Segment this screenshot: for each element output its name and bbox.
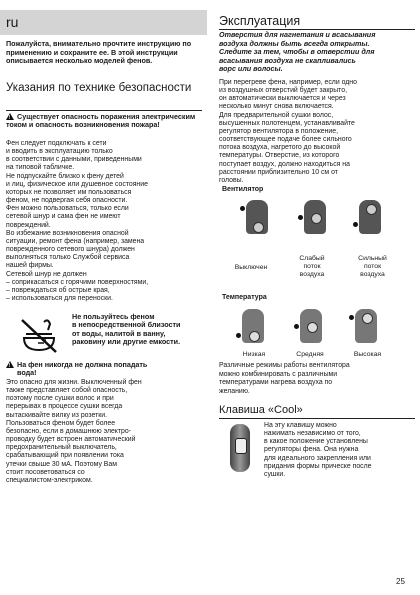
line: сушки. xyxy=(264,470,286,478)
fan-caption-off: Выключен xyxy=(234,264,268,271)
line: На фен никогда не должна попадать xyxy=(17,360,148,369)
line: Сильный xyxy=(358,255,387,262)
warning-text: Существует опасность поражения электрическим током и опасность возникновения пожара! xyxy=(6,112,196,130)
line: поступает воздух, должно находиться на xyxy=(219,160,350,168)
temp-caption-medium: Средняя xyxy=(296,351,324,358)
fan-setting-off-illustration xyxy=(242,200,272,234)
usage-paragraph-2 xyxy=(219,362,417,396)
line: Не пользуйтесь феном xyxy=(72,312,155,321)
water-warning xyxy=(72,313,212,347)
fan-caption-low xyxy=(287,255,337,279)
temp-setting-high-illustration xyxy=(351,309,381,343)
line: – повреждаться об острые края, xyxy=(6,286,110,294)
line: срабатывающий при появлении тока xyxy=(6,452,124,460)
line: воздуха должны быть всегда открыты. xyxy=(219,38,370,48)
line: Следите за тем, чтобы в отверстии для xyxy=(219,47,375,57)
line: в какое положение установлены xyxy=(264,438,368,446)
line: воздуха xyxy=(360,271,385,278)
temp-caption-low: Низкая xyxy=(242,351,266,358)
line: регулятор вентилятора в положение, xyxy=(219,127,339,135)
line: выполняться только Службой сервиса xyxy=(6,254,130,262)
line: раковину или другие емкости. xyxy=(72,337,181,347)
line: вытаскивайте вилку из розетки. xyxy=(6,411,108,419)
fan-setting-low-illustration xyxy=(300,200,330,234)
line: Во избежание возникновения опасной xyxy=(6,229,129,237)
usage-title: Эксплуатация xyxy=(219,14,301,28)
temp-caption-high: Высокая xyxy=(353,351,382,358)
cool-title: Клавиша «Cool» xyxy=(219,404,303,416)
fan-caption-high xyxy=(345,255,400,279)
line: регуляторы фена. Она нужна xyxy=(264,446,359,454)
line: вода! xyxy=(17,368,37,378)
line: головы. xyxy=(219,176,244,184)
line: на типовой табличке. xyxy=(6,164,75,172)
line: ворс или волосы. xyxy=(219,64,283,74)
line: феном, не подвергая себя опасности. xyxy=(6,197,128,205)
line: Фен следует подключать к сети xyxy=(6,140,107,147)
line: Для предварительной сушки волос, xyxy=(219,111,334,119)
warning-icon xyxy=(6,113,14,120)
line: расстоянии приблизительно 10 см от xyxy=(219,168,338,176)
line: Различные режимы работы вентилятора xyxy=(219,362,350,369)
line: потока воздуха, нагретого до высокой xyxy=(219,144,341,152)
line: специалистом-электриком. xyxy=(6,476,93,484)
temp-setting-low-illustration xyxy=(238,309,268,343)
line: желанию. xyxy=(219,387,250,395)
line: безопасно, если в домашнюю электро- xyxy=(6,427,132,435)
line: в соответствии с данными, приведенными xyxy=(6,156,142,164)
line: утечки свыше 30 мА. Поэтому Вам xyxy=(6,460,117,468)
usage-warning-italic xyxy=(219,31,417,74)
line: Фен можно пользоваться, только если xyxy=(6,205,129,213)
divider xyxy=(6,110,202,111)
line: стоит посоветоваться со xyxy=(6,468,85,476)
line: поврежденного сетевого шнура) должен xyxy=(6,246,135,254)
line: При перегреве фена, например, если одно xyxy=(219,79,357,86)
line: перерывах в процессе сушки всегда xyxy=(6,403,123,411)
safety-title: Указания по технике безопасности xyxy=(6,82,192,94)
line: и вводить в эксплуатацию только xyxy=(6,148,113,156)
line: нажимать независимо от того, xyxy=(264,430,361,438)
line: ситуации, ремонт фена (например, замена xyxy=(6,237,145,245)
line: Это опасно для жизни. Выключенный фен xyxy=(6,379,142,386)
divider xyxy=(219,418,415,419)
line: температурами нагрева воздуха по xyxy=(219,379,333,386)
line: всасывания воздуха не скапливались xyxy=(219,55,356,65)
line: Не подпускайте близко к фену детей xyxy=(6,172,124,180)
line: высушенных полотенцем, устанавливайте xyxy=(219,119,355,127)
line: температуры. Отверстие, из которого xyxy=(219,152,340,160)
line: для идеального закрепления или xyxy=(264,454,371,462)
line: – использоваться для переноски. xyxy=(6,294,113,302)
line: проводку будет встроен автоматический xyxy=(6,436,136,444)
line: На эту клавишу можно xyxy=(264,422,337,429)
line: поэтому после сушки волос и при xyxy=(6,395,114,403)
safety-paragraph-1 xyxy=(6,140,206,303)
line: нашей фирмы. xyxy=(6,262,54,270)
cool-button-illustration xyxy=(226,424,254,474)
line: – соприкасаться с горячими поверхностями, xyxy=(6,278,149,286)
warning-electric xyxy=(6,113,202,130)
line: Пользоваться феном будет более xyxy=(6,419,116,427)
temp-setting-medium-illustration xyxy=(296,309,326,343)
page-number: 25 xyxy=(396,577,405,586)
line: из воздушных отверстий будет закрыто, xyxy=(219,87,347,95)
fan-label: Вентилятор xyxy=(222,186,264,193)
line: можно комбинировать с различными xyxy=(219,370,338,378)
line: и лиц, физическое или душевное состояние xyxy=(6,180,148,188)
usage-paragraph-1 xyxy=(219,79,417,185)
intro-text: Пожалуйста, внимательно прочтите инструкцию по применению и сохраните ее. В этой инструкции описывается несколько моделей фенов. xyxy=(6,39,192,66)
line: Отверстия для нагнетания и всасывания xyxy=(219,30,376,39)
line: повреждений. xyxy=(6,221,51,229)
language-code: ru xyxy=(6,14,19,30)
line: которых не позволяет им пользоваться xyxy=(6,188,132,196)
line: поток xyxy=(303,263,321,270)
line: несколько минут снова включается. xyxy=(219,103,334,111)
warning-water xyxy=(6,361,206,378)
safety-paragraph-2 xyxy=(6,379,206,485)
language-tab xyxy=(0,10,207,35)
line: поток xyxy=(363,263,382,270)
line: сетевой шнур и сама фен не имеют xyxy=(6,213,121,221)
line: Сетевой шнур не должен xyxy=(6,270,87,278)
cool-text xyxy=(264,422,419,479)
warning-icon xyxy=(6,361,14,368)
line: он автоматически выключается и через xyxy=(219,95,346,103)
no-water-icon xyxy=(18,316,60,356)
line: придания формы прическе после xyxy=(264,462,372,470)
line: в непосредственной близости xyxy=(72,320,181,330)
line: предохранительный выключатель, xyxy=(6,444,117,452)
line: соответствующее подаче более сильного xyxy=(219,136,352,144)
line: воздуха xyxy=(299,271,325,278)
fan-setting-high-illustration xyxy=(355,200,385,234)
line: также представляет собой опасность, xyxy=(6,387,128,395)
temperature-label: Температура xyxy=(222,294,267,301)
line: Слабый xyxy=(299,255,325,262)
line: от воды, налитой в ванну, xyxy=(72,328,166,338)
